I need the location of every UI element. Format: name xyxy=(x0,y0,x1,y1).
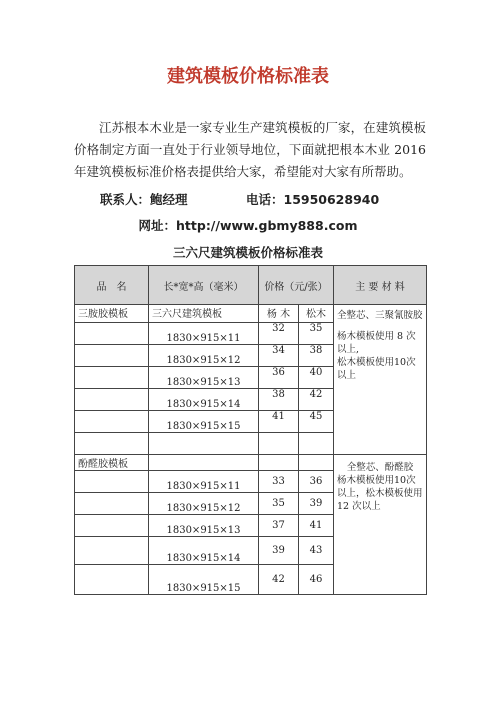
wood-type-pine: 松木 xyxy=(299,305,334,323)
header-name: 品 名 xyxy=(75,266,149,305)
price-table xyxy=(74,265,427,595)
price-pine: 45 xyxy=(299,411,334,433)
contact-person: 联系人：鲍经理 xyxy=(100,192,188,207)
group1-material-line2: 杨木模板使用 8 次以上, xyxy=(337,331,416,355)
group1-material-line3: 松木模板使用10次以上 xyxy=(337,357,416,381)
price-poplar: 42 xyxy=(259,565,299,595)
group2-material-line2: 杨木模板使用10次以上，松木模板使用 12 次以上 xyxy=(337,475,423,512)
header-price: 价格（元/张） xyxy=(259,266,334,305)
wood-type-poplar: 杨 木 xyxy=(259,305,299,323)
price-poplar: 33 xyxy=(259,471,299,493)
price-poplar: 37 xyxy=(259,515,299,537)
price-poplar: 36 xyxy=(259,367,299,389)
size-cell: 1830×915×11 xyxy=(149,471,259,493)
phone-number: 电话：15950628940 xyxy=(246,192,380,207)
price-pine: 35 xyxy=(299,323,334,345)
size-cell: 1830×915×14 xyxy=(149,389,259,411)
price-pine: 39 xyxy=(299,493,334,515)
size-cell: 1830×915×15 xyxy=(149,411,259,433)
group2-name: 酚醛胶模板 xyxy=(75,455,149,471)
size-cell: 1830×915×13 xyxy=(149,367,259,389)
price-pine: 46 xyxy=(299,565,334,595)
size-cell: 1830×915×15 xyxy=(149,565,259,595)
header-size: 长*宽*高（毫米） xyxy=(149,266,259,305)
price-pine: 40 xyxy=(299,367,334,389)
price-pine: 43 xyxy=(299,537,334,565)
website-link[interactable]: 网址：http://www.gbmy888.com xyxy=(138,218,358,233)
group1-spec: 三六尺建筑模板 xyxy=(149,305,259,323)
size-cell: 1830×915×14 xyxy=(149,537,259,565)
table-row xyxy=(75,455,427,471)
intro-paragraph: 江苏根本木业是一家专业生产建筑模板的厂家，在建筑模板价格制定方面一直处于行业领导地位，下面就把根本木业 2016 年建筑模板标准价格表提供给大家，希望能对大家有所帮助。 xyxy=(74,120,426,179)
group1-name: 三胺胶模板 xyxy=(75,305,149,323)
table-title: 三六尺建筑模板价格标准表 xyxy=(172,245,323,260)
header-material: 主 要 材 料 xyxy=(334,266,427,305)
document-title: 建筑模板价格标准表 xyxy=(167,66,329,87)
price-poplar: 32 xyxy=(259,323,299,345)
group2-material-line1: 全整芯、酚醛胶 xyxy=(346,462,414,473)
table-header-row xyxy=(75,266,427,305)
price-poplar: 38 xyxy=(259,389,299,411)
group2-material xyxy=(334,455,427,595)
price-poplar: 39 xyxy=(259,537,299,565)
table-row xyxy=(75,305,427,323)
size-cell: 1830×915×12 xyxy=(149,493,259,515)
price-pine: 38 xyxy=(299,345,334,367)
group1-material xyxy=(334,305,427,455)
price-poplar: 34 xyxy=(259,345,299,367)
price-pine: 36 xyxy=(299,471,334,493)
price-poplar: 41 xyxy=(259,411,299,433)
group1-material-line1: 全整芯、三聚氰胺胶 xyxy=(337,310,423,321)
price-poplar: 35 xyxy=(259,493,299,515)
size-cell: 1830×915×11 xyxy=(149,323,259,345)
price-pine: 41 xyxy=(299,515,334,537)
size-cell: 1830×915×13 xyxy=(149,515,259,537)
size-cell: 1830×915×12 xyxy=(149,345,259,367)
price-pine: 42 xyxy=(299,389,334,411)
